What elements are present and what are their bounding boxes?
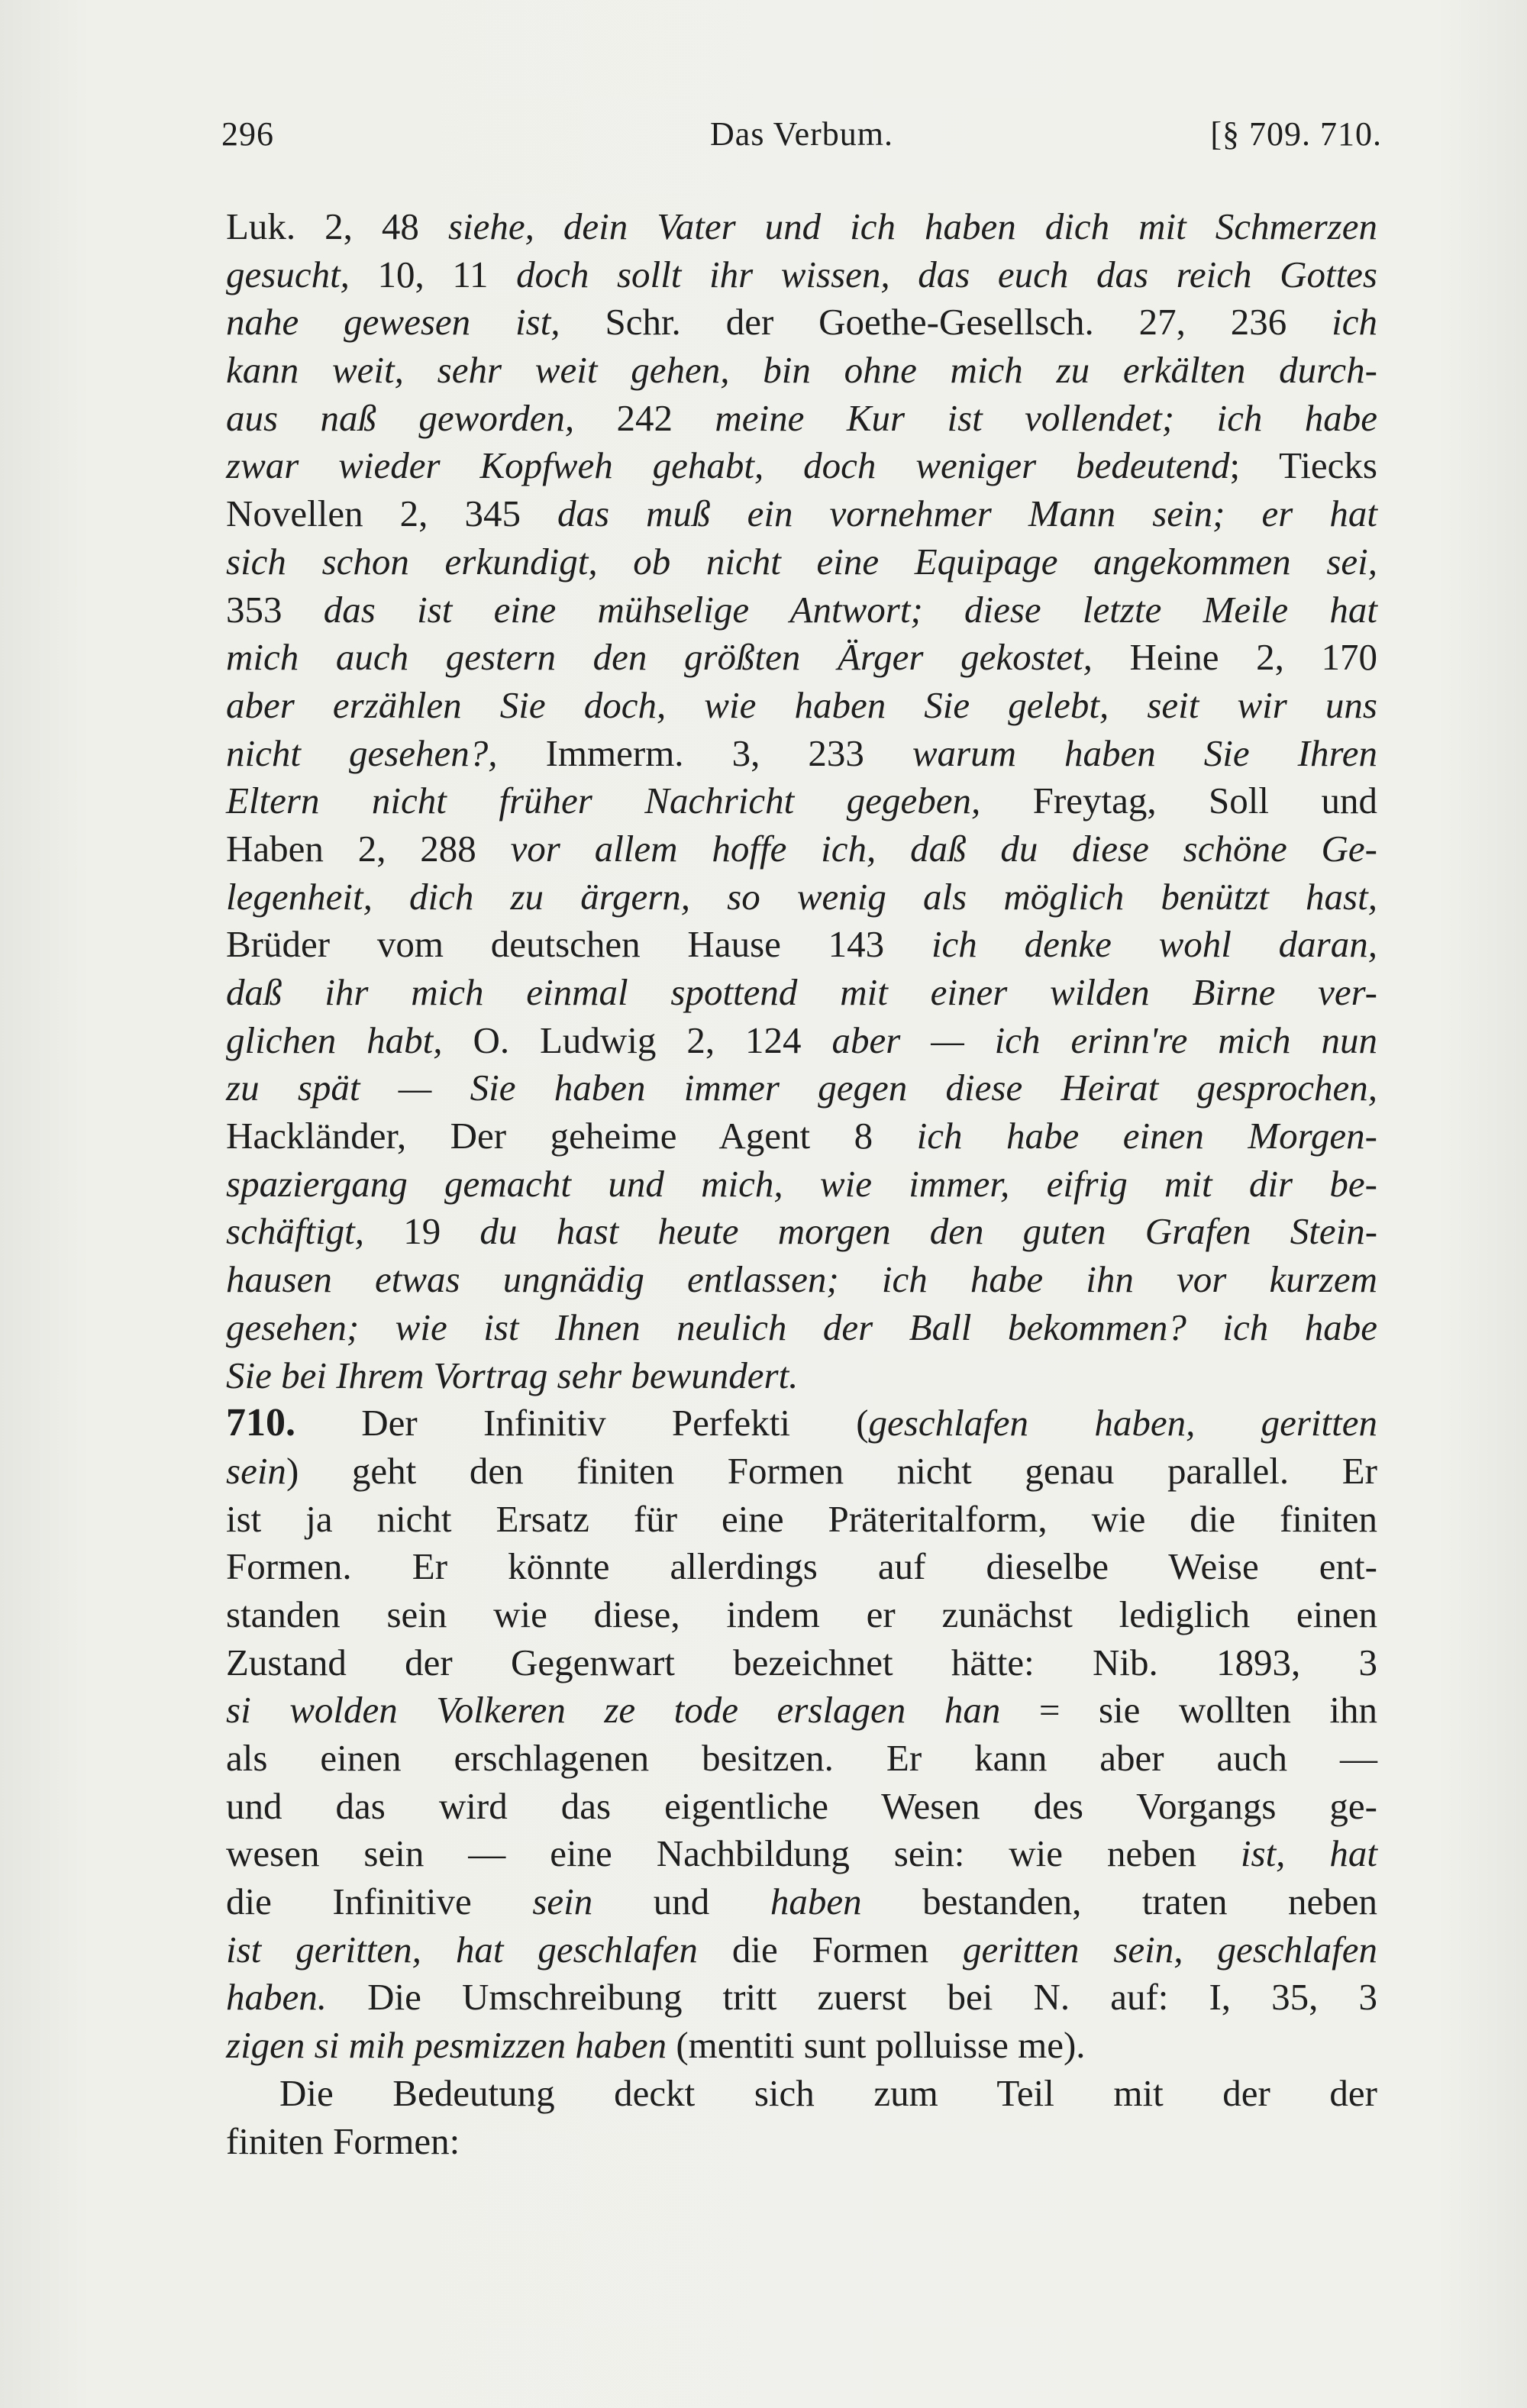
text-segment: Formen. Er könnte allerdings auf dieselbe Weise ent-: [226, 1545, 1377, 1588]
text-segment: Die Bedeutung deckt sich zum Teil mit der der: [279, 2071, 1377, 2114]
text-line: [226, 251, 1377, 299]
text-segment: 19: [364, 1210, 480, 1253]
text-line: [226, 1160, 1377, 1209]
text-line: [226, 299, 1377, 347]
text-segment: die Infinitive: [226, 1880, 533, 1923]
text-segment: 353: [226, 588, 324, 631]
text-line: [226, 1687, 1377, 1735]
text-line: [226, 682, 1377, 730]
text-line: [226, 1352, 1377, 1400]
italic-segment: aber — ich erinn're mich nun: [831, 1018, 1377, 1061]
section-range: [§ 709. 710.: [1210, 115, 1382, 153]
text-segment: = sie wollten ihn: [1000, 1689, 1377, 1732]
italic-segment: das ist eine mühselige Antwort; diese letzte Meile hat: [323, 588, 1377, 631]
italic-segment: sein: [226, 1449, 286, 1492]
text-line: [226, 873, 1377, 922]
italic-segment: sein: [532, 1880, 593, 1923]
text-line: [226, 586, 1377, 634]
text-line: [226, 2070, 1377, 2118]
italic-segment: das muß ein vornehmer Mann sein; er hat: [557, 492, 1377, 535]
text-line: [226, 634, 1377, 682]
text-line: [226, 1256, 1377, 1304]
text-segment: Heine 2, 170: [1092, 636, 1377, 679]
italic-segment: ich: [1332, 301, 1377, 344]
italic-segment: ich habe einen Morgen-: [916, 1115, 1377, 1157]
text-segment: Novellen 2, 345: [226, 492, 558, 535]
text-line: [226, 1591, 1377, 1639]
text-segment: Haben 2, 288: [226, 827, 511, 870]
text-segment: 10, 11: [349, 253, 517, 295]
text-line: [226, 2022, 1377, 2070]
italic-segment: zu spät — Sie haben immer gegen diese Heirat gesprochen,: [226, 1067, 1377, 1109]
text-line: [226, 1974, 1377, 2022]
text-line: [226, 777, 1377, 825]
text-line: [226, 347, 1377, 395]
italic-segment: siehe, dein Vater und ich haben dich mit Schmerzen: [447, 205, 1377, 247]
italic-segment: aus naß geworden,: [226, 396, 575, 439]
text-segment: Die Umschreibung tritt zuerst bei N. auf: I, 35, 3: [327, 1976, 1377, 2019]
italic-segment: vor allem hoffe ich, daß du diese schöne Ge-: [510, 827, 1377, 870]
text-segment: Immerm. 3, 233: [497, 731, 912, 774]
italic-segment: hausen etwas ungnädig entlassen; ich habe ihn vor kurzem: [226, 1258, 1377, 1301]
italic-segment: meine Kur ist vollendet; ich habe: [715, 396, 1378, 439]
text-segment: als einen erschlagenen besitzen. Er kann aber auch —: [226, 1737, 1377, 1779]
text-segment: ist ja nicht Ersatz für eine Präteritalform, wie die finiten: [226, 1497, 1377, 1540]
text-segment: 242: [574, 396, 715, 439]
text-line: [226, 1878, 1377, 1926]
text-line: [226, 203, 1377, 251]
italic-segment: mich auch gestern den größten Ärger gekostet,: [226, 636, 1093, 679]
italic-segment: glichen habt,: [226, 1018, 443, 1061]
text-line: [226, 442, 1377, 490]
text-line: [226, 1735, 1377, 1783]
italic-segment: legenheit, dich zu ärgern, so wenig als möglich benützt hast,: [226, 875, 1377, 918]
text-line: [226, 1112, 1377, 1160]
italic-segment: geschlafen haben, geritten: [868, 1402, 1377, 1444]
italic-segment: warum haben Sie Ihren: [912, 731, 1377, 774]
text-line: [226, 1783, 1377, 1831]
text-line: [226, 490, 1377, 538]
text-line: [226, 1448, 1377, 1496]
text-segment: bestanden, traten neben: [861, 1880, 1378, 1923]
text-segment: standen sein wie diese, indem er zunächst lediglich einen: [226, 1593, 1377, 1635]
italic-segment: haben.: [226, 1976, 327, 2019]
italic-segment: ich denke wohl daran,: [931, 923, 1377, 966]
italic-segment: haben: [770, 1880, 862, 1923]
italic-segment: aber erzählen Sie doch, wie haben Sie gelebt, seit wir uns: [226, 683, 1377, 726]
text-segment: O. Ludwig 2, 124: [442, 1018, 832, 1061]
text-line: [226, 921, 1377, 969]
text-line: [226, 395, 1377, 443]
italic-segment: kann weit, sehr weit gehen, bin ohne mich zu erkälten durch-: [226, 349, 1377, 392]
text-segment: die Formen: [697, 1928, 963, 1971]
text-line: [226, 1926, 1377, 1974]
text-line: [226, 2118, 1377, 2166]
italic-segment: doch sollt ihr wissen, das euch das reich Gottes: [516, 253, 1377, 295]
text-segment: ; Tiecks: [1229, 444, 1377, 487]
italic-segment: ist geritten, hat geschlafen: [226, 1928, 698, 1971]
text-segment: Hackländer, Der geheime Agent 8: [226, 1115, 917, 1157]
text-line: [226, 1830, 1377, 1878]
italic-segment: Sie bei Ihrem Vortrag sehr bewundert.: [226, 1354, 799, 1396]
text-segment: ) geht den finiten Formen nicht genau parallel. Er: [286, 1449, 1377, 1492]
text-line: [226, 1064, 1377, 1112]
running-title: Das Verbum.: [710, 115, 893, 153]
italic-segment: si wolden Volkeren ze tode erslagen han: [226, 1689, 1001, 1732]
text-line: [226, 825, 1377, 873]
text-segment: Luk. 2, 48: [226, 205, 448, 247]
text-segment: finiten Formen:: [226, 2119, 460, 2162]
italic-segment: spaziergang gemacht und mich, wie immer, eifrig mit dir be-: [226, 1162, 1377, 1205]
italic-segment: du hast heute morgen den guten Grafen Stein-: [479, 1210, 1378, 1253]
italic-segment: gesucht,: [226, 253, 350, 295]
text-line: [226, 730, 1377, 778]
italic-segment: daß ihr mich einmal spottend mit einer wilden Birne ver-: [226, 971, 1377, 1013]
page-body-text: [226, 203, 1377, 2165]
text-segment: Schr. der Goethe-Gesellsch. 27, 236: [560, 301, 1332, 344]
text-segment: wesen sein — eine Nachbildung sein: wie neben: [226, 1832, 1241, 1875]
italic-segment: Eltern nicht früher Nachricht gegeben,: [226, 780, 981, 822]
italic-segment: nicht gesehen?,: [226, 731, 498, 774]
text-line: [226, 1017, 1377, 1065]
text-line: [226, 1208, 1377, 1256]
page-number: 296: [221, 115, 274, 153]
text-line: [226, 538, 1377, 586]
italic-segment: zwar wieder Kopfweh gehabt, doch weniger bedeutend: [226, 444, 1230, 487]
italic-segment: nahe gewesen ist,: [226, 301, 560, 344]
text-line: [226, 969, 1377, 1017]
italic-segment: geritten sein, geschlafen: [963, 1928, 1377, 1971]
italic-segment: sich schon erkundigt, ob nicht eine Equipage angekommen sei,: [226, 540, 1377, 583]
italic-segment: ist, hat: [1240, 1832, 1377, 1875]
text-segment: und: [592, 1880, 770, 1923]
italic-segment: zigen si mih pesmizzen haben: [226, 2024, 667, 2067]
text-line: [226, 1496, 1377, 1544]
text-line: [226, 1639, 1377, 1687]
section-number-710: 710.: [226, 1401, 295, 1445]
text-segment: und das wird das eigentliche Wesen des Vorgangs ge-: [226, 1784, 1377, 1827]
text-segment: Freytag, Soll und: [980, 780, 1377, 822]
text-segment: Der Infinitiv Perfekti (: [295, 1402, 869, 1444]
text-line: [226, 1399, 1377, 1448]
text-line: [226, 1304, 1377, 1352]
italic-segment: gesehen; wie ist Ihnen neulich der Ball bekommen? ich habe: [226, 1306, 1377, 1348]
italic-segment: schäftigt,: [226, 1210, 365, 1253]
text-segment: (mentiti sunt polluisse me).: [667, 2024, 1086, 2067]
text-segment: Zustand der Gegenwart bezeichnet hätte: Nib. 1893, 3: [226, 1641, 1377, 1683]
text-line: [226, 1543, 1377, 1591]
running-header: [221, 115, 1382, 160]
text-segment: Brüder vom deutschen Hause 143: [226, 923, 931, 966]
